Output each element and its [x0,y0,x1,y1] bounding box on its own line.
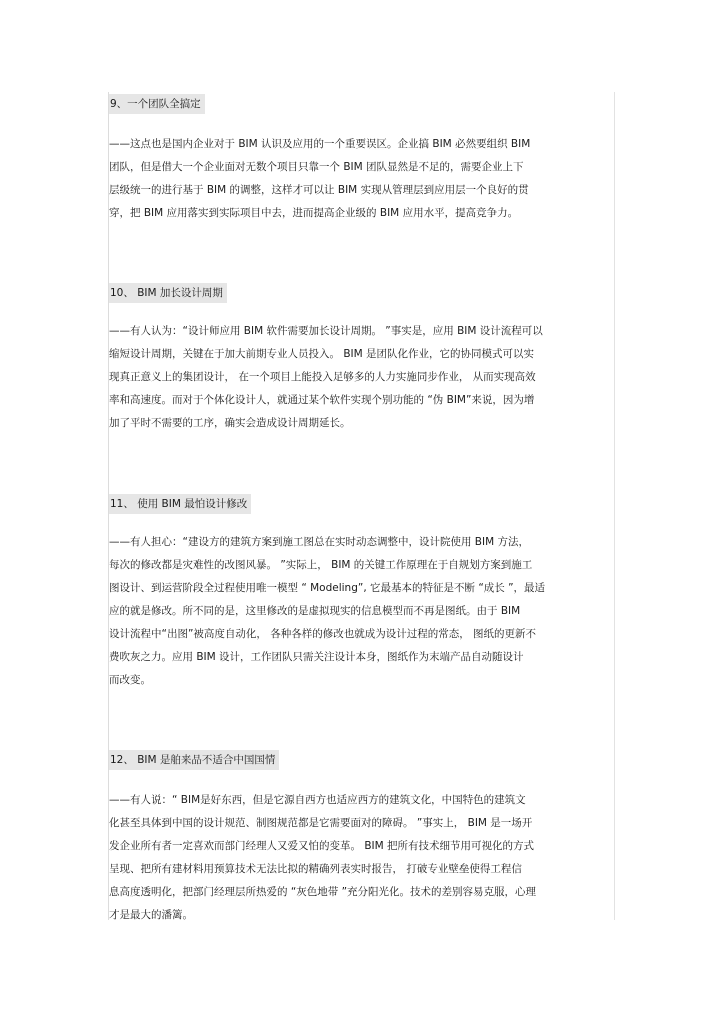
paragraph-line: 才是最大的潘篱。 [109,909,193,921]
paragraph-line: 现真正意义上的集团设计， 在一个项目上能投入足够多的人力实施同步作业， 从而实现高效 [109,371,536,383]
paragraph-line: ——有人担心：“建设方的建筑方案到施工图总在实时动态调整中，设计院使用 BIM 方法， [109,536,529,548]
paragraph-line: 发企业所有者一定喜欢而部门经理人又爱又怕的变革。 BIM 把所有技术细节用可视化的方式 [109,840,535,852]
paragraph-line: 图设计、到运营阶段全过程使用唯一模型 “ Modeling”, 它最基本的特征是不断 “成长 ”，最适 [109,582,546,594]
section-12-body [109,789,613,927]
paragraph-line: 缩短设计周期，关键在于加大前期专业人员投入。 BIM 是团队化作业，它的协同模式可以实 [109,348,535,360]
paragraph-line: 设计流程中“出图”被高度自动化， 各种各样的修改也就成为设计过程的常态， 图纸的更新不 [109,628,537,640]
paragraph-line: 每次的修改都是灾难性的改图风暴。 ”实际上， BIM 的关键工作原理在于自规划方案到施工 [109,559,533,571]
paragraph-line: 而改变。 [109,674,151,686]
paragraph-line: 应的就是修改。所不同的是，这里修改的是虚拟现实的信息模型而不再是图纸。由于 BIM [109,605,521,617]
paragraph-line: 穿，把 BIM 应用落实到实际项目中去，进而提高企业级的 BIM 应用水平，提高竞争力。 [109,207,519,219]
paragraph-line: 呈现、把所有建材料用预算技术无法比拟的精确列表实时报告， 打破专业壁垒使得工程信 [109,863,522,875]
section-9-body [109,133,613,225]
section-10-heading: 10、 BIM 加长设计周期 [109,283,227,303]
paragraph-line: ——这点也是国内企业对于 BIM 认识及应用的一个重要误区。企业搞 BIM 必然要组织 BIM [109,138,531,150]
paragraph-line: 率和高速度。而对于个体化设计人，就通过某个软件实现个别功能的 “伪 BIM”来说，因为增 [109,394,535,406]
section-9-heading: 9、一个团队全搞定 [109,94,205,114]
paragraph-line: ——有人认为：“设计师应用 BIM 软件需要加长设计周期。 ”事实是，应用 BIM 设计流程可以 [109,325,543,337]
paragraph-line: ——有人说：“ BIM是好东西，但是它源自西方也适应西方的建筑文化，中国特色的建筑文 [109,794,526,806]
paragraph-line: 团队，但是借大一个企业面对无数个项目只靠一个 BIM 团队显然是不足的，需要企业上下 [109,161,524,173]
paragraph-line: 费吹灰之力。应用 BIM 设计，工作团队只需关注设计本身，图纸作为末端产品自动随设计 [109,651,524,663]
paragraph-line: 层级统一的进行基于 BIM 的调整，这样才可以让 BIM 实现从管理层到应用层一个良好的贯 [109,184,529,196]
paragraph-line: 加了平时不需要的工序，确实会造成设计周期延长。 [109,417,351,429]
paragraph-line: 息高度透明化，把部门经理层所热爱的 “灰色地带 ”充分阳光化。技术的差别容易克服，心理 [109,886,537,898]
section-11-heading: 11、 使用 BIM 最怕设计修改 [109,494,251,514]
section-10-body [109,320,613,435]
paragraph-line: 化甚至具体到中国的设计规范、制图规范都是它需要面对的障碍。 ”事实上， BIM 是一场开 [109,817,533,829]
section-11-body [109,531,613,692]
section-12-heading: 12、 BIM 是舶来品不适合中国国情 [109,750,279,770]
page-right-rule [614,92,615,920]
